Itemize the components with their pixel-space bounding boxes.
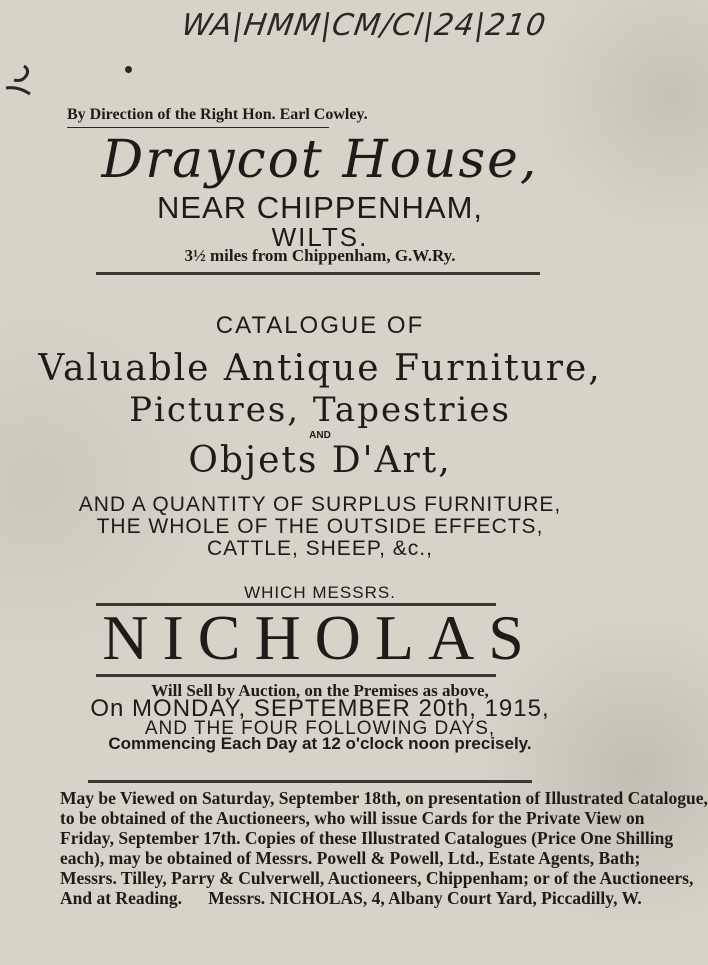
sale-statement: Will Sell by Auction, on the Premises as above, bbox=[151, 681, 489, 700]
viewing-line: Friday, September 17th. Copies of these Illustrated Catalogues (Price One Shilling bbox=[60, 828, 674, 848]
viewing-paragraph bbox=[60, 788, 708, 908]
which-messrs: WHICH MESSRS. bbox=[244, 583, 396, 602]
direction-underline bbox=[67, 127, 329, 128]
viewing-line: each), may be obtained of Messrs. Powell & Powell, Ltd., Estate Agents, Bath; bbox=[60, 848, 641, 868]
viewing-line: Messrs. Tilley, Parry & Culverwell, Auctioneers, Chippenham; or of the Auctioneers, bbox=[60, 868, 694, 888]
viewing-line: to be obtained of the Auctioneers, who will issue Cards for the Private View on bbox=[60, 808, 645, 828]
catalogue-line-pictures: Pictures, Tapestries bbox=[129, 390, 511, 430]
viewing-divider-rule bbox=[88, 780, 532, 783]
direction-line: By Direction of the Right Hon. Earl Cowley. bbox=[67, 106, 368, 123]
divider-rule bbox=[96, 272, 540, 275]
auctioneer-rule-bottom bbox=[96, 674, 496, 677]
handwritten-catalogue-reference: WA|HMM|CM/Cl|24|210 bbox=[179, 8, 549, 43]
auctioneer-name: NICHOLAS bbox=[102, 602, 538, 673]
ink-dot bbox=[125, 66, 132, 73]
margin-pencil-mark bbox=[4, 62, 34, 106]
catalogue-and: AND bbox=[309, 430, 331, 441]
catalogue-line-effects: THE WHOLE OF THE OUTSIDE EFFECTS, bbox=[96, 515, 544, 538]
location-line: NEAR CHIPPENHAM, bbox=[156, 190, 484, 225]
viewing-line: May be Viewed on Saturday, September 18th, on presentation of Illustrated Catalogue, bbox=[60, 788, 708, 808]
catalogue-line-quantity: AND A QUANTITY OF SURPLUS FURNITURE, bbox=[78, 493, 562, 516]
viewing-line: And at Reading. Messrs. NICHOLAS, 4, Albany Court Yard, Piccadilly, W. bbox=[60, 888, 642, 908]
catalogue-heading: CATALOGUE OF bbox=[215, 312, 425, 339]
house-title: Draycot House, bbox=[101, 130, 539, 190]
sale-date: On MONDAY, SEPTEMBER 20th, 1915, bbox=[90, 695, 550, 722]
distance-line: 3½ miles from Chippenham, G.W.Ry. bbox=[184, 246, 456, 265]
catalogue-line-cattle: CATTLE, SHEEP, &c., bbox=[207, 537, 433, 560]
county-line: WILTS. bbox=[271, 222, 369, 252]
catalogue-line-furniture: Valuable Antique Furniture, bbox=[38, 348, 602, 389]
sale-duration: AND THE FOUR FOLLOWING DAYS, bbox=[144, 718, 496, 739]
sale-time: Commencing Each Day at 12 o'clock noon precisely. bbox=[108, 734, 532, 753]
catalogue-line-objets: Objets D'Art, bbox=[188, 440, 452, 481]
